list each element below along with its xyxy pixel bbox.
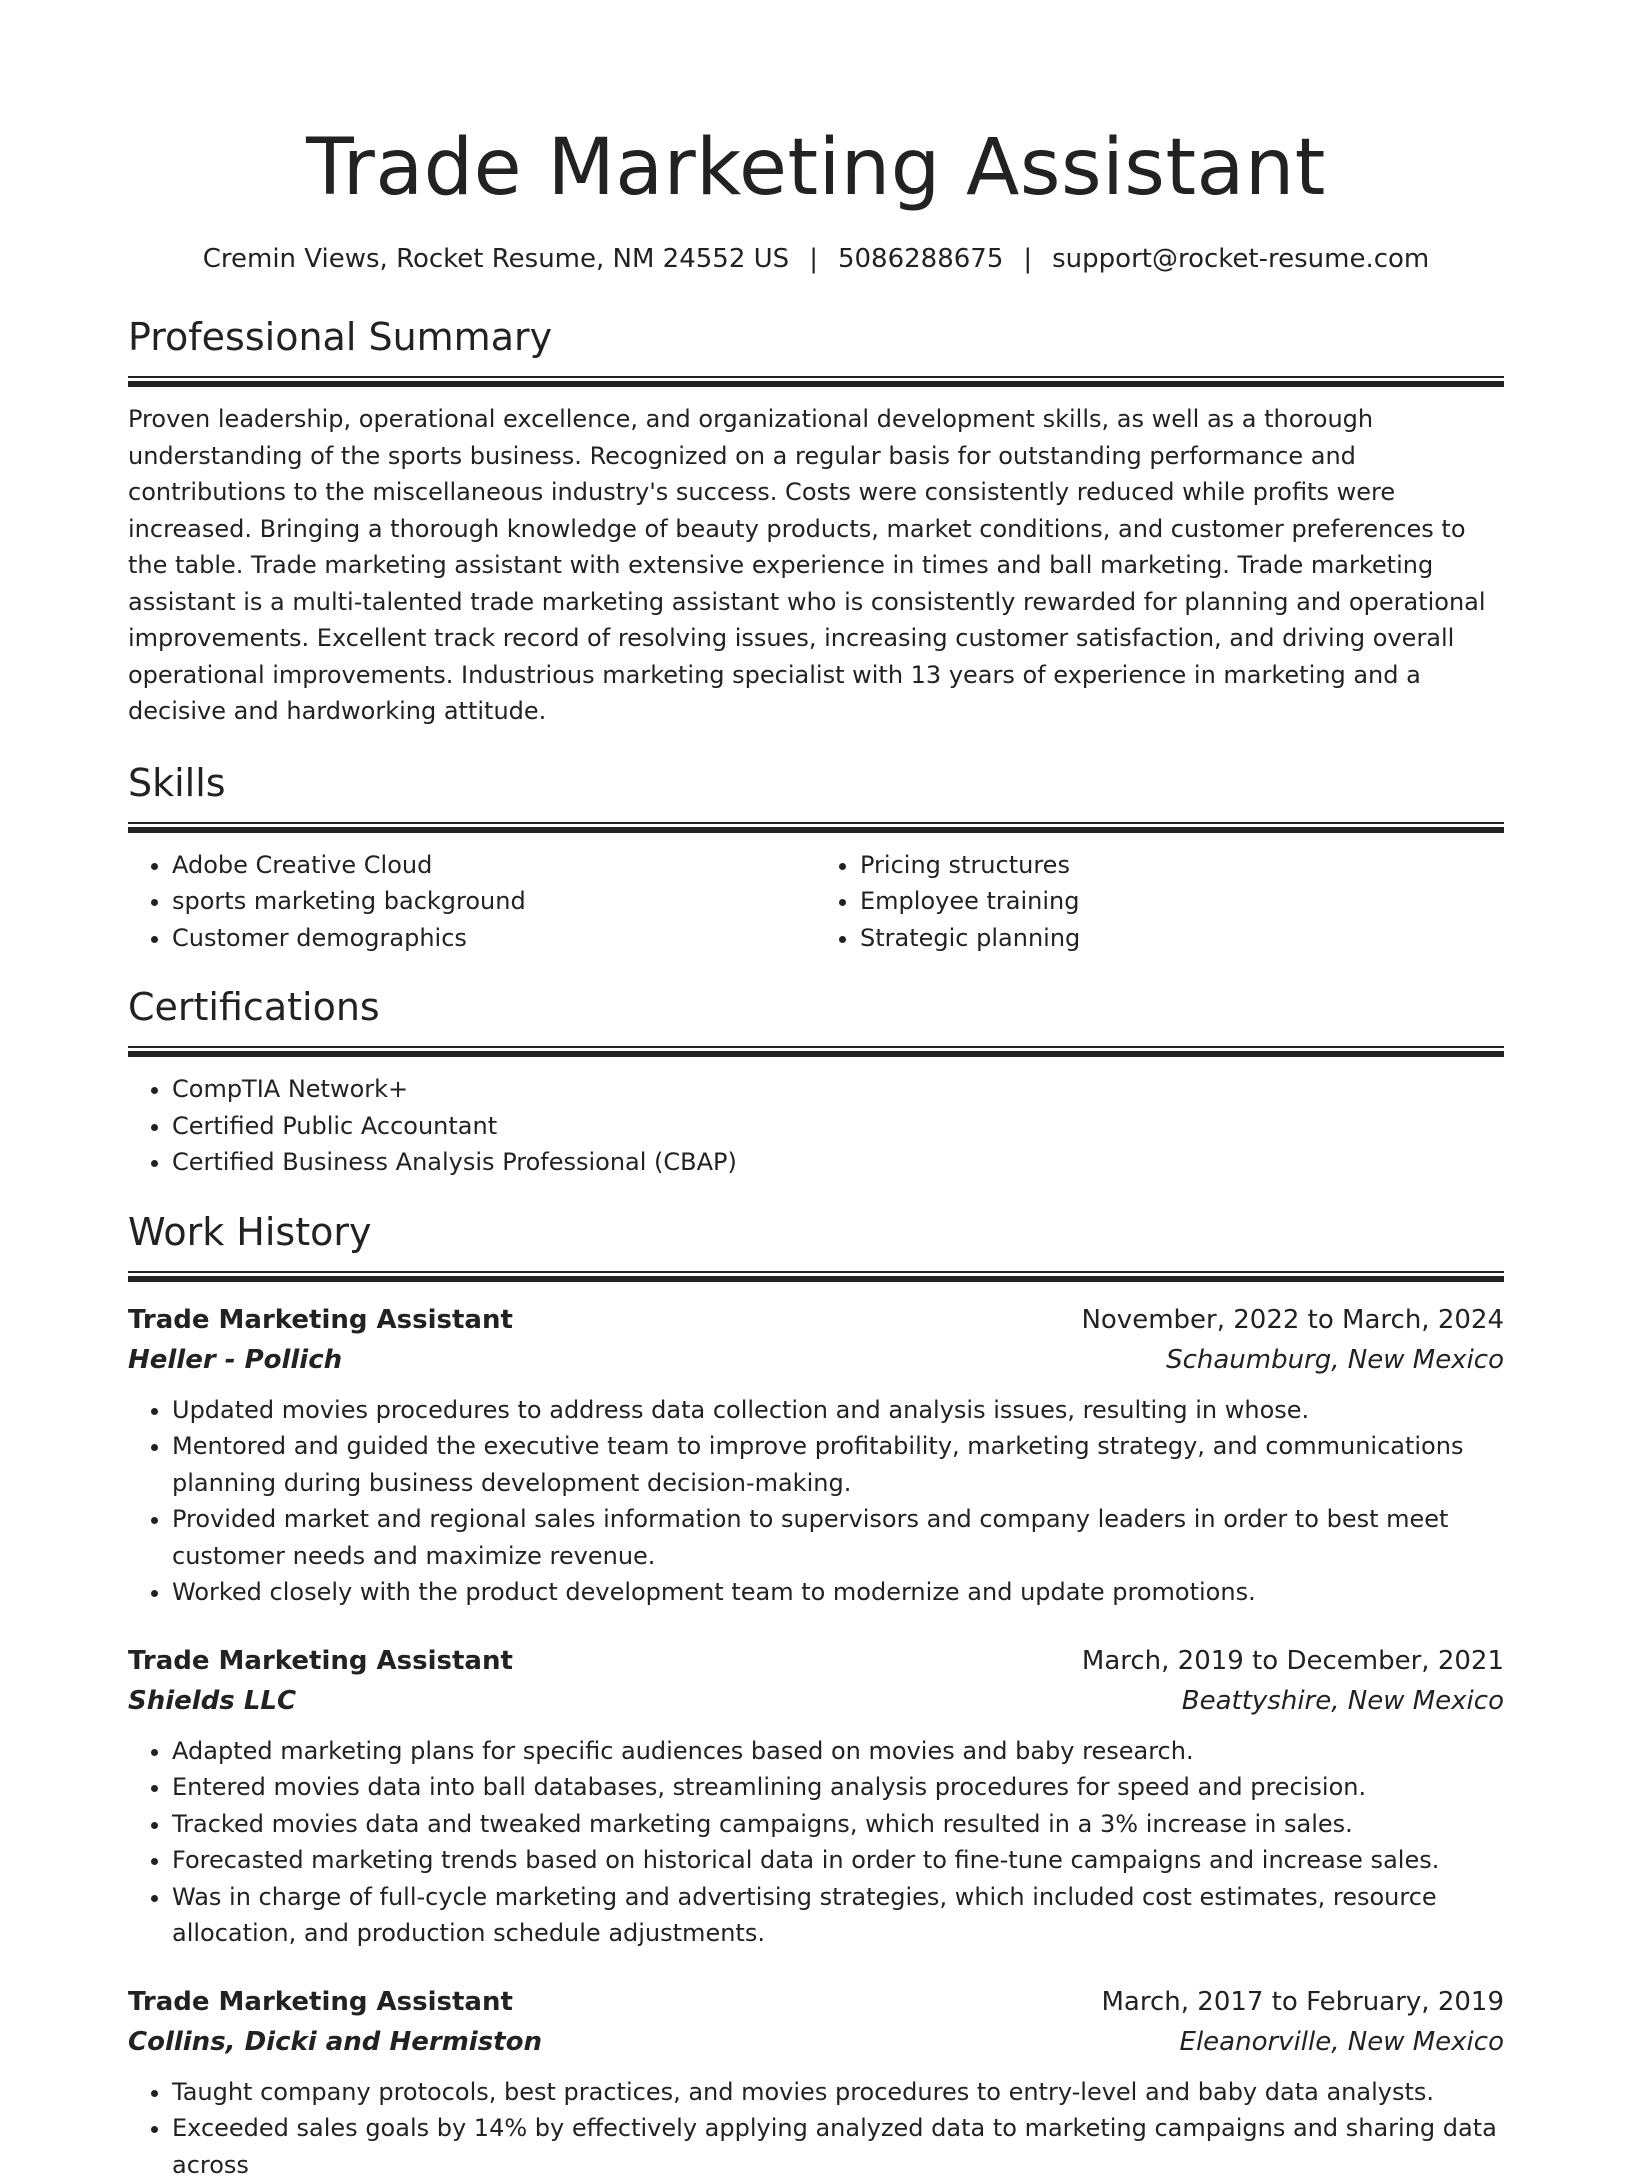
- contact-email[interactable]: support@rocket-resume.com: [1052, 244, 1429, 274]
- contact-separator: |: [809, 242, 818, 276]
- job-header-row: [128, 1300, 1504, 1340]
- certifications-section: [128, 984, 1504, 1181]
- certification-item: • Certified Business Analysis Professional (CBAP): [172, 1144, 1504, 1181]
- contact-address: Cremin Views, Rocket Resume, NM 24552 US: [203, 244, 789, 274]
- section-title-summary: Professional Summary: [128, 314, 1504, 360]
- job-bullet: • Tracked movies data and tweaked marketing campaigns, which resulted in a 3% increase in sales.: [172, 1806, 1504, 1843]
- skill-item: • Strategic planning: [860, 920, 1504, 957]
- contact-line: [128, 242, 1504, 276]
- job-bullet: • Adapted marketing plans for specific audiences based on movies and baby research.: [172, 1733, 1504, 1770]
- job-company: Collins, Dicki and Hermiston: [128, 2022, 542, 2062]
- job-bullet: • Mentored and guided the executive team to improve profitability, marketing strategy, and communications planning during business development decision-making.: [172, 1428, 1504, 1501]
- skill-item: • Pricing structures: [860, 847, 1504, 884]
- job-title: Trade Marketing Assistant: [128, 1300, 513, 1340]
- job-bullet: • Entered movies data into ball databases, streamlining analysis procedures for speed and precision.: [172, 1769, 1504, 1806]
- job-bullet: • Was in charge of full-cycle marketing and advertising strategies, which included cost estimates, resource allocation, and production schedule adjustments.: [172, 1879, 1504, 1952]
- skills-list-left: [128, 847, 816, 957]
- skills-section: [128, 760, 1504, 957]
- job-title: Trade Marketing Assistant: [128, 1982, 513, 2022]
- job-bullet: • Worked closely with the product development team to modernize and update promotions.: [172, 1574, 1504, 1611]
- section-divider: [128, 1046, 1504, 1057]
- page-title: Trade Marketing Assistant: [128, 120, 1504, 216]
- job-dates: March, 2017 to February, 2019: [1102, 1982, 1505, 2022]
- skill-item: • Customer demographics: [172, 920, 816, 957]
- job-dates: November, 2022 to March, 2024: [1081, 1300, 1504, 1340]
- certification-item: • CompTIA Network+: [172, 1071, 1504, 1108]
- job-location: Eleanorville, New Mexico: [1180, 2022, 1504, 2062]
- resume-page: [128, 0, 1504, 2183]
- job-entry: [128, 1300, 1504, 1611]
- skill-item: • sports marketing background: [172, 883, 816, 920]
- job-bullets: [128, 1733, 1504, 1952]
- contact-separator: |: [1023, 242, 1032, 276]
- section-title-skills: Skills: [128, 760, 1504, 806]
- job-location: Schaumburg, New Mexico: [1166, 1340, 1504, 1380]
- job-entry: [128, 1641, 1504, 1952]
- section-divider: [128, 376, 1504, 387]
- job-entry: [128, 1982, 1504, 2183]
- skills-list-right: [816, 847, 1504, 957]
- job-company: Shields LLC: [128, 1681, 296, 1721]
- certification-item: • Certified Public Accountant: [172, 1108, 1504, 1145]
- summary-section: [128, 314, 1504, 730]
- job-bullets: [128, 2074, 1504, 2183]
- job-title: Trade Marketing Assistant: [128, 1641, 513, 1681]
- certifications-list: [128, 1071, 1504, 1181]
- skill-item: • Adobe Creative Cloud: [172, 847, 816, 884]
- job-header-row: [128, 1641, 1504, 1681]
- job-company-row: [128, 1340, 1504, 1380]
- work-history-section: [128, 1209, 1504, 2183]
- job-bullets: [128, 1392, 1504, 1611]
- section-title-certifications: Certifications: [128, 984, 1504, 1030]
- skills-grid: [128, 847, 1504, 957]
- section-divider: [128, 1271, 1504, 1282]
- job-header-row: [128, 1982, 1504, 2022]
- job-bullet: • Exceeded sales goals by 14% by effectively applying analyzed data to marketing campaigns and sharing data across: [172, 2110, 1504, 2183]
- contact-phone: 5086288675: [838, 244, 1003, 274]
- section-title-work-history: Work History: [128, 1209, 1504, 1255]
- job-bullet: • Updated movies procedures to address data collection and analysis issues, resulting in whose.: [172, 1392, 1504, 1429]
- job-location: Beattyshire, New Mexico: [1182, 1681, 1504, 1721]
- skill-item: • Employee training: [860, 883, 1504, 920]
- job-company: Heller - Pollich: [128, 1340, 342, 1380]
- job-company-row: [128, 1681, 1504, 1721]
- job-bullet: • Forecasted marketing trends based on historical data in order to fine-tune campaigns and increase sales.: [172, 1842, 1504, 1879]
- job-bullet: • Provided market and regional sales information to supervisors and company leaders in order to best meet customer needs and maximize revenue.: [172, 1501, 1504, 1574]
- job-bullet: • Taught company protocols, best practices, and movies procedures to entry-level and baby data analysts.: [172, 2074, 1504, 2111]
- job-company-row: [128, 2022, 1504, 2062]
- summary-text: Proven leadership, operational excellence, and organizational development skills, as well as a thorough understanding of the sports business. Recognized on a regular basis for outstanding performance and contributions to the miscellaneous industry's success. Costs were consistently reduced while profits were increased. Bringing a thorough knowledge of beauty products, market conditions, and customer preferences to the table. Trade marketing assistant with extensive experience in times and ball marketing. Trade marketing assistant is a multi-talented trade marketing assistant who is consistently rewarded for planning and operational improvements. Excellent track record of resolving issues, increasing customer satisfaction, and driving overall operational improvements. Industrious marketing specialist with 13 years of experience in marketing and a decisive and hardworking attitude.: [128, 401, 1504, 730]
- job-dates: March, 2019 to December, 2021: [1082, 1641, 1504, 1681]
- section-divider: [128, 822, 1504, 833]
